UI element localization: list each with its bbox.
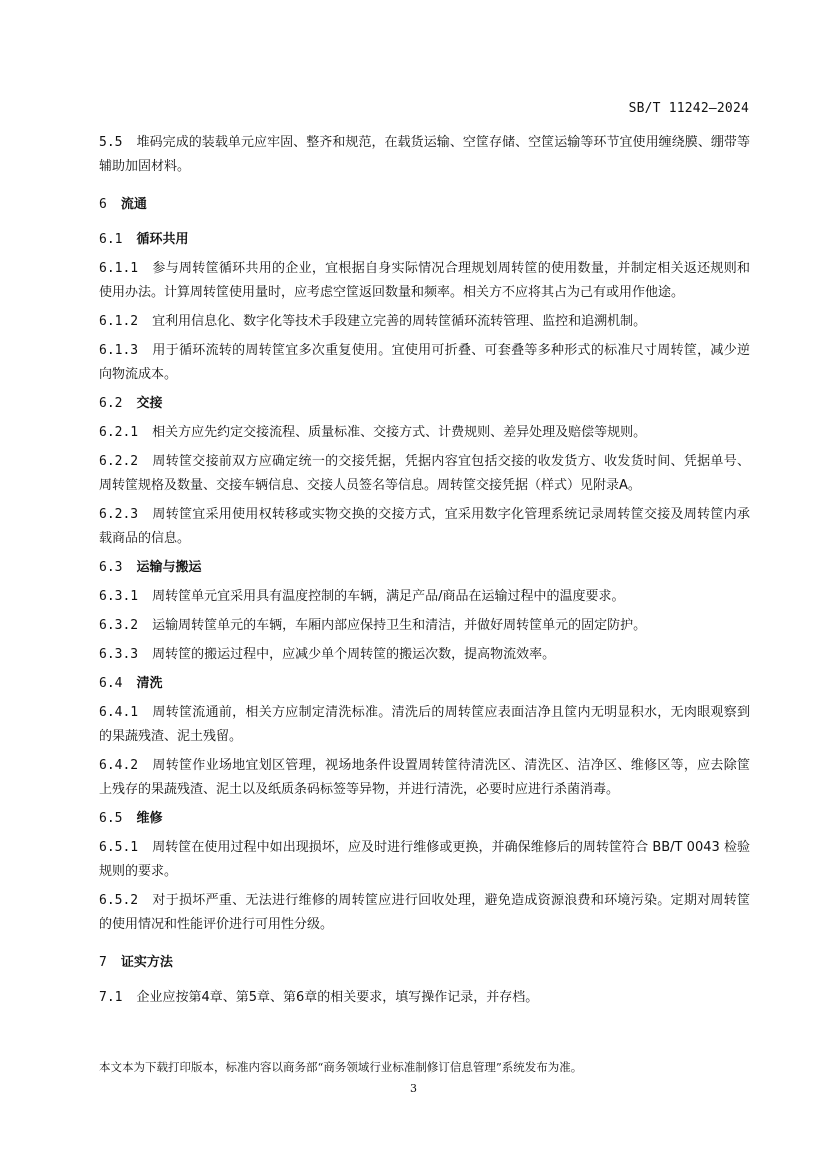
clause-number: 6.4.1: [99, 705, 139, 720]
section-title: 循环共用: [136, 232, 189, 247]
document-body: [99, 131, 750, 1015]
clause-text: 运输周转筐单元的车辆，车厢内部应保持卫生和清洁，并做好周转筐单元的固定防护。: [152, 618, 647, 633]
clause-text: 周转筐交接前双方应确定统一的交接凭据，凭据内容宜包括交接的收发货方、收发货时间、凭据单号、周转筐规格及数量、交接车辆信息、交接人员签名等信息。周转筐交接凭据（样式）见附录A。: [99, 454, 750, 493]
section-title: 清洗: [136, 676, 163, 691]
clause-6-2-1: [99, 421, 750, 445]
clause-6-4-2: [99, 754, 750, 802]
section-6-1-heading: [99, 228, 750, 252]
clause-text: 宜利用信息化、数字化等技术手段建立完善的周转筐循环流转管理、监控和追溯机制。: [152, 314, 647, 329]
clause-6-4-1: [99, 701, 750, 749]
clause-number: 6.1.1: [99, 261, 139, 276]
section-6-3-heading: [99, 556, 750, 580]
clause-number: 6.2.3: [99, 507, 139, 522]
clause-number: 6.1.2: [99, 314, 139, 329]
section-number: 7: [99, 955, 107, 970]
clause-number: 7.1: [99, 990, 123, 1005]
section-title: 交接: [136, 396, 163, 411]
clause-text: 企业应按第4章、第5章、第6章的相关要求，填写操作记录，并存档。: [136, 990, 539, 1005]
section-title: 维修: [136, 811, 163, 826]
section-number: 6.3: [99, 560, 123, 575]
clause-text: 相关方应先约定交接流程、质量标准、交接方式、计费规则、差异处理及赔偿等规则。: [152, 425, 647, 440]
clause-text: 堆码完成的装载单元应牢固、整齐和规范，在载货运输、空筐存储、空筐运输等环节宜使用缠绕膜、绷带等辅助加固材料。: [99, 135, 750, 174]
clause-number: 6.3.3: [99, 647, 139, 662]
clause-6-1-1: [99, 257, 750, 305]
section-number: 6.4: [99, 676, 123, 691]
clause-6-2-2: [99, 450, 750, 498]
section-6-heading: [99, 193, 750, 217]
section-title: 流通: [120, 197, 147, 212]
clause-number: 6.2.2: [99, 454, 139, 469]
clause-text: 用于循环流转的周转筐宜多次重复使用。宜使用可折叠、可套叠等多种形式的标准尺寸周转筐，减少逆向物流成本。: [99, 343, 750, 382]
clause-7-1: [99, 986, 750, 1010]
page-number: 3: [410, 1082, 417, 1095]
clause-text: 周转筐在使用过程中如出现损坏，应及时进行维修或更换，并确保维修后的周转筐符合 BB/T 0043 检验规则的要求。: [99, 840, 750, 879]
section-6-5-heading: [99, 807, 750, 831]
clause-text: 周转筐宜采用使用权转移或实物交换的交接方式，宜采用数字化管理系统记录周转筐交接及周转筐内承载商品的信息。: [99, 507, 750, 546]
clause-number: 6.4.2: [99, 758, 139, 773]
clause-text: 对于损坏严重、无法进行维修的周转筐应进行回收处理，避免造成资源浪费和环境污染。定期对周转筐的使用情况和性能评价进行可用性分级。: [99, 893, 750, 932]
document-id: SB/T 11242—2024: [628, 101, 749, 116]
clause-6-3-3: [99, 643, 750, 667]
clause-6-2-3: [99, 503, 750, 551]
clause-6-3-2: [99, 614, 750, 638]
clause-number: 6.2.1: [99, 425, 139, 440]
section-title: 运输与搬运: [136, 560, 202, 575]
clause-6-1-3: [99, 339, 750, 387]
clause-text: 周转筐流通前，相关方应制定清洗标准。清洗后的周转筐应表面洁净且筐内无明显积水，无肉眼观察到的果蔬残渣、泥土残留。: [99, 705, 750, 744]
clause-number: 6.3.1: [99, 589, 139, 604]
section-number: 6.5: [99, 811, 123, 826]
clause-number: 6.5.1: [99, 840, 139, 855]
clause-number: 6.1.3: [99, 343, 139, 358]
section-number: 6.1: [99, 232, 123, 247]
section-number: 6.2: [99, 396, 123, 411]
clause-6-1-2: [99, 310, 750, 334]
section-7-heading: [99, 951, 750, 975]
clause-number: 5.5: [99, 135, 123, 150]
clause-number: 6.5.2: [99, 893, 139, 908]
clause-5-5: [99, 131, 750, 179]
clause-text: 周转筐的搬运过程中，应减少单个周转筐的搬运次数，提高物流效率。: [152, 647, 556, 662]
clause-6-5-1: [99, 836, 750, 884]
clause-text: 周转筐作业场地宜划区管理，视场地条件设置周转筐待清洗区、清洗区、洁净区、维修区等，应去除筐上残存的果蔬残渣、泥土以及纸质条码标签等异物，并进行清洗，必要时应进行杀菌消毒。: [99, 758, 750, 797]
section-6-4-heading: [99, 672, 750, 696]
clause-number: 6.3.2: [99, 618, 139, 633]
clause-text: 周转筐单元宜采用具有温度控制的车辆，满足产品/商品在运输过程中的温度要求。: [152, 589, 625, 604]
clause-6-3-1: [99, 585, 750, 609]
section-6-2-heading: [99, 392, 750, 416]
clause-text: 参与周转筐循环共用的企业，宜根据自身实际情况合理规划周转筐的使用数量，并制定相关返还规则和使用办法。计算周转筐使用量时，应考虑空筐返回数量和频率。相关方不应将其占为己有或用作他途。: [99, 261, 750, 300]
footer-note: 本文本为下载打印版本，标准内容以商务部“商务领域行业标准制修订信息管理”系统发布为准。: [99, 1060, 583, 1074]
section-number: 6: [99, 197, 107, 212]
section-title: 证实方法: [120, 955, 173, 970]
clause-6-5-2: [99, 889, 750, 937]
